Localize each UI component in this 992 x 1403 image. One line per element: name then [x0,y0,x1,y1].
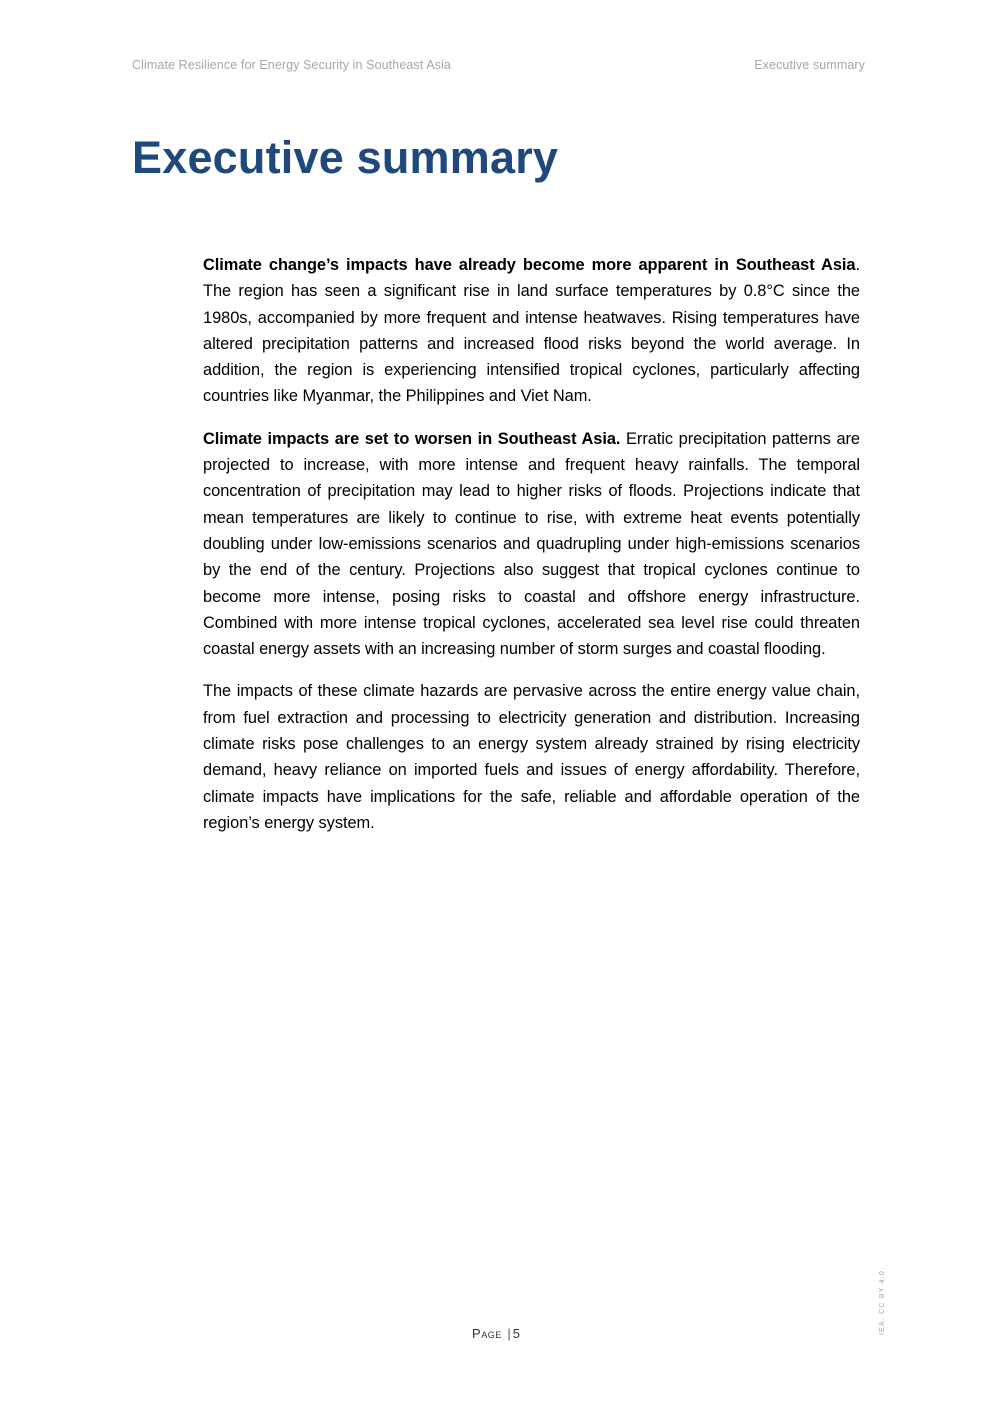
page-number-value: 5 [512,1326,520,1341]
page-number [0,1326,992,1341]
paragraph-lead: Climate change’s impacts have already become more apparent in Southeast Asia [203,256,856,274]
paragraph-1 [203,252,860,410]
header-document-title: Climate Resilience for Energy Security in Southeast Asia [132,58,451,72]
body-text [203,252,860,852]
paragraph-text: The impacts of these climate hazards are pervasive across the entire energy value chain, from fuel extraction and processing to electricity generation and distribution. Increasing climate risks pose challenges to an energy system already strained by rising electricity demand, heavy reliance on imported fuels and issues of energy affordability. Therefore, climate impacts have implications for the safe, reliable and affordable operation of the region’s energy system. [203,682,860,832]
paragraph-lead: Climate impacts are set to worsen in Southeast Asia. [203,429,621,448]
paragraph-text: Erratic precipitation patterns are projected to increase, with more intense and frequent heavy rainfalls. The temporal concentration of precipitation may lead to higher risks of floods. Projections indicate that mean temperatures are likely to continue to rise, with extreme heat events potentially doubling under low-emissions scenarios and quadrupling under high-emissions scenarios by the end of the century. Projections also suggest that tropical cyclones continue to become more intense, posing risks to coastal and offshore energy infrastructure. Combined with more intense tropical cyclones, accelerated sea level rise could threaten coastal energy assets with an increasing number of storm surges and coastal flooding. [203,429,860,659]
running-header [132,58,865,72]
page-separator: | [507,1326,511,1341]
paragraph-2 [203,426,860,663]
paragraph-text: . The region has seen a significant rise in land surface temperatures by 0.8°C since the 1980s, accompanied by more frequent and intense heatwaves. Rising temperatures have altered precipitation patterns and increased flood risks beyond the world average. In addition, the region is experiencing intensified tropical cyclones, particularly affecting countries like Myanmar, the Philippines and Viet Nam. [203,256,860,406]
page-title: Executive summary [132,132,559,183]
header-section-title: Executive summary [754,58,865,72]
page-label: Page [472,1326,502,1341]
license-mark: IEA. CC BY 4.0. [879,1266,886,1335]
paragraph-3 [203,678,860,836]
